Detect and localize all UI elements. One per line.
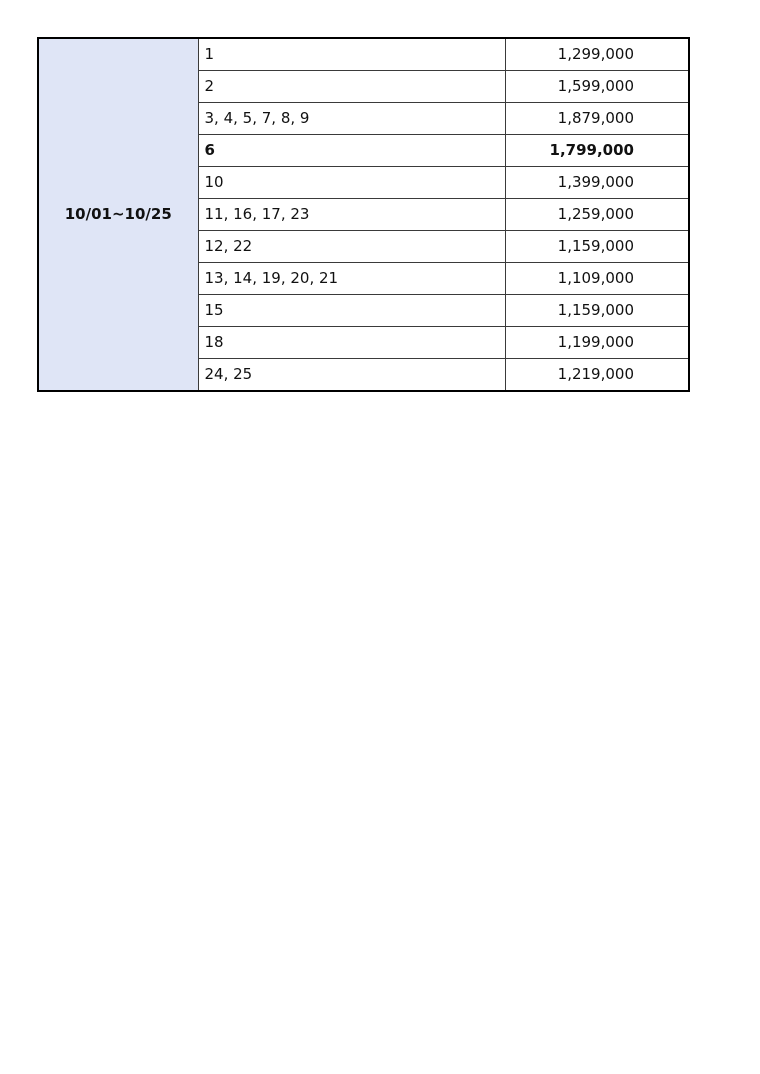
dates-cell: 3, 4, 5, 7, 8, 9	[198, 103, 505, 135]
price-cell: 1,799,000	[505, 135, 689, 167]
dates-cell: 6	[198, 135, 505, 167]
dates-cell: 1	[198, 38, 505, 71]
price-cell: 1,879,000	[505, 103, 689, 135]
dates-cell: 2	[198, 71, 505, 103]
price-table-body	[38, 38, 689, 391]
dates-cell: 24, 25	[198, 359, 505, 392]
price-cell: 1,219,000	[505, 359, 689, 392]
period-cell: 10/01~10/25	[38, 38, 198, 391]
price-cell: 1,159,000	[505, 231, 689, 263]
price-cell: 1,199,000	[505, 327, 689, 359]
price-cell: 1,399,000	[505, 167, 689, 199]
dates-cell: 18	[198, 327, 505, 359]
price-cell: 1,299,000	[505, 38, 689, 71]
price-cell: 1,259,000	[505, 199, 689, 231]
table-row	[38, 38, 689, 71]
dates-cell: 11, 16, 17, 23	[198, 199, 505, 231]
dates-cell: 12, 22	[198, 231, 505, 263]
price-cell: 1,159,000	[505, 295, 689, 327]
price-cell: 1,599,000	[505, 71, 689, 103]
dates-cell: 10	[198, 167, 505, 199]
dates-cell: 13, 14, 19, 20, 21	[198, 263, 505, 295]
price-table	[37, 37, 690, 392]
dates-cell: 15	[198, 295, 505, 327]
price-cell: 1,109,000	[505, 263, 689, 295]
